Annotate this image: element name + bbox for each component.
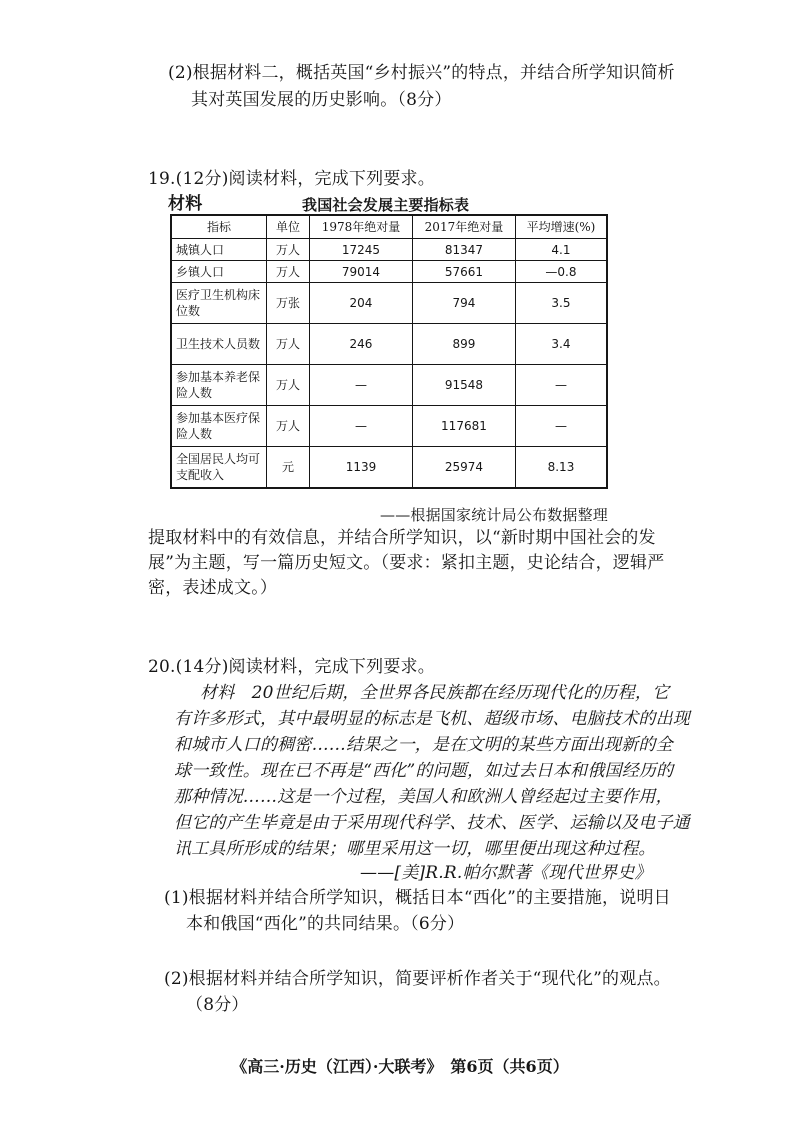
- row-unit: 万人: [267, 261, 310, 283]
- col-header-2017: 2017年绝对量: [412, 215, 515, 239]
- row-1978: —: [310, 406, 413, 447]
- q20-header: 20.(14分)阅读材料，完成下列要求。: [148, 657, 435, 677]
- row-2017: 899: [412, 324, 515, 365]
- q20-part2-line2: （8分）: [186, 995, 249, 1015]
- q20-citation: ——[美]R.R.帕尔默著《现代世界史》: [360, 863, 652, 883]
- row-1978: —: [310, 365, 413, 406]
- row-growth: 3.4: [515, 324, 607, 365]
- q20-material-line: 有许多形式，其中最明显的标志是飞机、超级市场、电脑技术的出现: [174, 709, 690, 729]
- row-growth: —0.8: [515, 261, 607, 283]
- row-unit: 万张: [267, 283, 310, 324]
- row-2017: 91548: [412, 365, 515, 406]
- q20-material-line: 球一致性。现在已不再是“西化”的问题，如过去日本和俄国经历的: [174, 761, 674, 781]
- row-indicator: 卫生技术人员数: [171, 324, 267, 365]
- col-header-1978: 1978年绝对量: [310, 215, 413, 239]
- row-indicator: 城镇人口: [171, 239, 267, 261]
- table-row: [171, 261, 607, 283]
- row-unit: 万人: [267, 324, 310, 365]
- row-1978: 204: [310, 283, 413, 324]
- row-indicator: 全国居民人均可支配收入: [171, 447, 267, 488]
- table-header-row: [171, 215, 607, 239]
- row-indicator: 参加基本医疗保险人数: [171, 406, 267, 447]
- q20-material-line: 讯工具所形成的结果；哪里采用这一切，哪里便出现这种过程。: [174, 839, 656, 859]
- col-header-unit: 单位: [267, 215, 310, 239]
- q20-part2-line1: (2)根据材料并结合所学知识，简要评析作者关于“现代化”的观点。: [164, 969, 671, 989]
- row-2017: 81347: [412, 239, 515, 261]
- row-1978: 246: [310, 324, 413, 365]
- q20-material-line: 那种情况……这是一个过程，美国人和欧洲人曾经起过主要作用，: [174, 787, 673, 807]
- row-2017: 25974: [412, 447, 515, 488]
- table-row: [171, 406, 607, 447]
- row-1978: 17245: [310, 239, 413, 261]
- row-unit: 元: [267, 447, 310, 488]
- q20-material-line: 和城市人口的稠密……结果之一，是在文明的某些方面出现新的全: [174, 735, 673, 755]
- row-indicator: 医疗卫生机构床位数: [171, 283, 267, 324]
- row-indicator: 乡镇人口: [171, 261, 267, 283]
- q20-part1-line2: 本和俄国“西化”的共同结果。（6分）: [186, 914, 465, 934]
- q18-part2-line1: (2)根据材料二，概括英国“乡村振兴”的特点，并结合所学知识简析: [168, 63, 675, 83]
- indicator-table: [170, 214, 608, 489]
- col-header-growth: 平均增速(%): [515, 215, 607, 239]
- q18-part2-line2: 其对英国发展的历史影响。（8分）: [191, 90, 452, 110]
- row-growth: 4.1: [515, 239, 607, 261]
- col-header-indicator: 指标: [171, 215, 267, 239]
- table-row: [171, 283, 607, 324]
- table-row: [171, 324, 607, 365]
- row-2017: 117681: [412, 406, 515, 447]
- row-2017: 57661: [412, 261, 515, 283]
- q19-material-label: 材料: [168, 194, 203, 214]
- row-unit: 万人: [267, 239, 310, 261]
- row-2017: 794: [412, 283, 515, 324]
- q19-source: ——根据国家统计局公布数据整理: [380, 506, 609, 524]
- row-growth: —: [515, 365, 607, 406]
- q20-part1-line1: (1)根据材料并结合所学知识，概括日本“西化”的主要措施，说明日: [164, 888, 671, 908]
- table-row: [171, 239, 607, 261]
- row-growth: —: [515, 406, 607, 447]
- row-1978: 1139: [310, 447, 413, 488]
- q19-table-title: 我国社会发展主要指标表: [302, 196, 470, 214]
- row-unit: 万人: [267, 365, 310, 406]
- table-row: [171, 447, 607, 488]
- q19-task-line2: 展”为主题，写一篇历史短文。（要求：紧扣主题，史论结合，逻辑严: [148, 553, 665, 573]
- row-indicator: 参加基本养老保险人数: [171, 365, 267, 406]
- q19-task-line1: 提取材料中的有效信息，并结合所学知识，以“新时期中国社会的发: [148, 528, 656, 548]
- page-footer: 《高三·历史（江西）·大联考》 第6页（共6页）: [231, 1057, 569, 1076]
- q20-material-line: 但它的产生毕竟是由于采用现代科学、技术、医学、运输以及电子通: [174, 813, 690, 833]
- table-row: [171, 365, 607, 406]
- row-1978: 79014: [310, 261, 413, 283]
- q19-header: 19.(12分)阅读材料，完成下列要求。: [148, 169, 435, 189]
- row-growth: 8.13: [515, 447, 607, 488]
- q20-material-line: 材料 20世纪后期，全世界各民族都在经历现代化的历程，它: [200, 683, 670, 703]
- q19-task-line3: 密，表述成文。）: [148, 578, 278, 598]
- row-unit: 万人: [267, 406, 310, 447]
- row-growth: 3.5: [515, 283, 607, 324]
